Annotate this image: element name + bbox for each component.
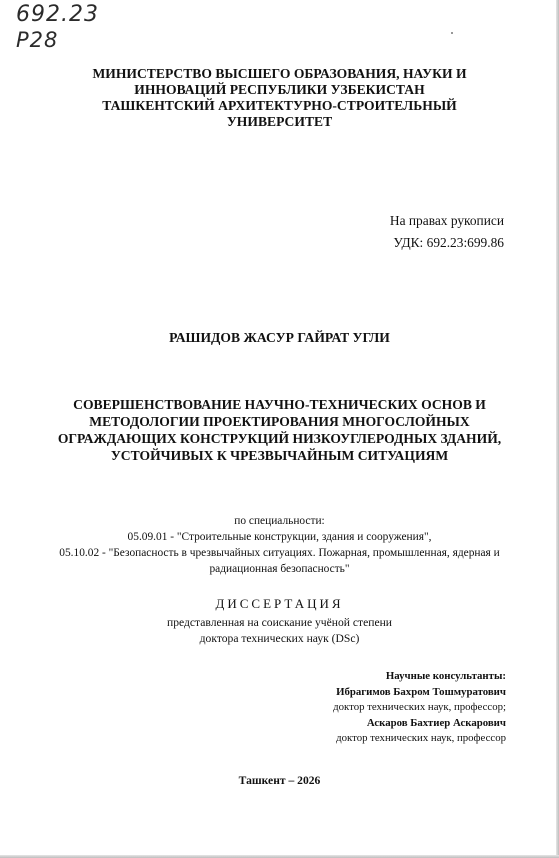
author-name: РАШИДОВ ЖАСУР ГАЙРАТ УГЛИ <box>169 330 390 345</box>
title-line: СОВЕРШЕНСТВОВАНИЕ НАУЧНО-ТЕХНИЧЕСКИХ ОСНОВ И <box>73 397 486 412</box>
dissertation-title <box>0 396 559 464</box>
title-line: ОГРАЖДАЮЩИХ КОНСТРУКЦИЙ НИЗКОУГЛЕРОДНЫХ ЗДАНИЙ, <box>57 431 502 446</box>
consultant-name: Ибрагимов Бахром Тошмуратович <box>336 685 506 698</box>
scientific-consultants <box>333 669 506 747</box>
consultant-title: доктор технических наук, профессор <box>336 732 506 744</box>
specialty-line: 05.10.02 - "Безопасность в чрезвычайных ситуациях. Пожарная, промышленная, ядерная и <box>59 547 500 559</box>
consultants-heading: Научные консультанты: <box>385 670 506 682</box>
manuscript-rights: На правах рукописи <box>389 213 504 228</box>
scan-speck <box>451 32 453 34</box>
specialty-line: радиационная безопасность" <box>209 563 350 575</box>
specialty-line: по специальности: <box>234 515 325 527</box>
title-line: УСТОЙЧИВЫХ К ЧРЕЗВЫЧАЙНЫМ СИТУАЦИЯМ <box>110 448 449 463</box>
title-line: МЕТОДОЛОГИИ ПРОЕКТИРОВАНИЯ МНОГОСЛОЙНЫХ <box>89 414 470 429</box>
handwritten-classification-number: 692.23 <box>16 2 99 27</box>
handwritten-catalog-code: P28 <box>16 28 59 52</box>
degree-line: представленная на соискание учёной степени <box>166 616 393 629</box>
specialty-line: 05.09.01 - "Строительные конструкции, здания и сооружения", <box>127 531 432 543</box>
dissertation-heading: ДИССЕРТАЦИЯ <box>215 596 344 611</box>
degree-line: доктора технических наук (DSc) <box>199 632 360 645</box>
ministry-line: ТАШКЕНТСКИЙ АРХИТЕКТУРНО-СТРОИТЕЛЬНЫЙ <box>102 98 457 113</box>
city-year: Ташкент – 2026 <box>238 774 321 787</box>
ministry-header <box>0 66 559 130</box>
degree-statement <box>0 611 559 647</box>
ministry-line: ИННОВАЦИЙ РЕСПУБЛИКИ УЗБЕКИСТАН <box>134 82 425 97</box>
ministry-line: МИНИСТЕРСТВО ВЫСШЕГО ОБРАЗОВАНИЯ, НАУКИ И <box>92 66 467 81</box>
consultant-title: доктор технических наук, профессор; <box>333 701 506 713</box>
specialty-block <box>0 513 559 577</box>
consultant-name: Аскаров Бахтиер Аскарович <box>366 716 506 729</box>
udc-code: УДК: 692.23:699.86 <box>393 235 504 250</box>
ministry-line: УНИВЕРСИТЕТ <box>226 114 333 129</box>
